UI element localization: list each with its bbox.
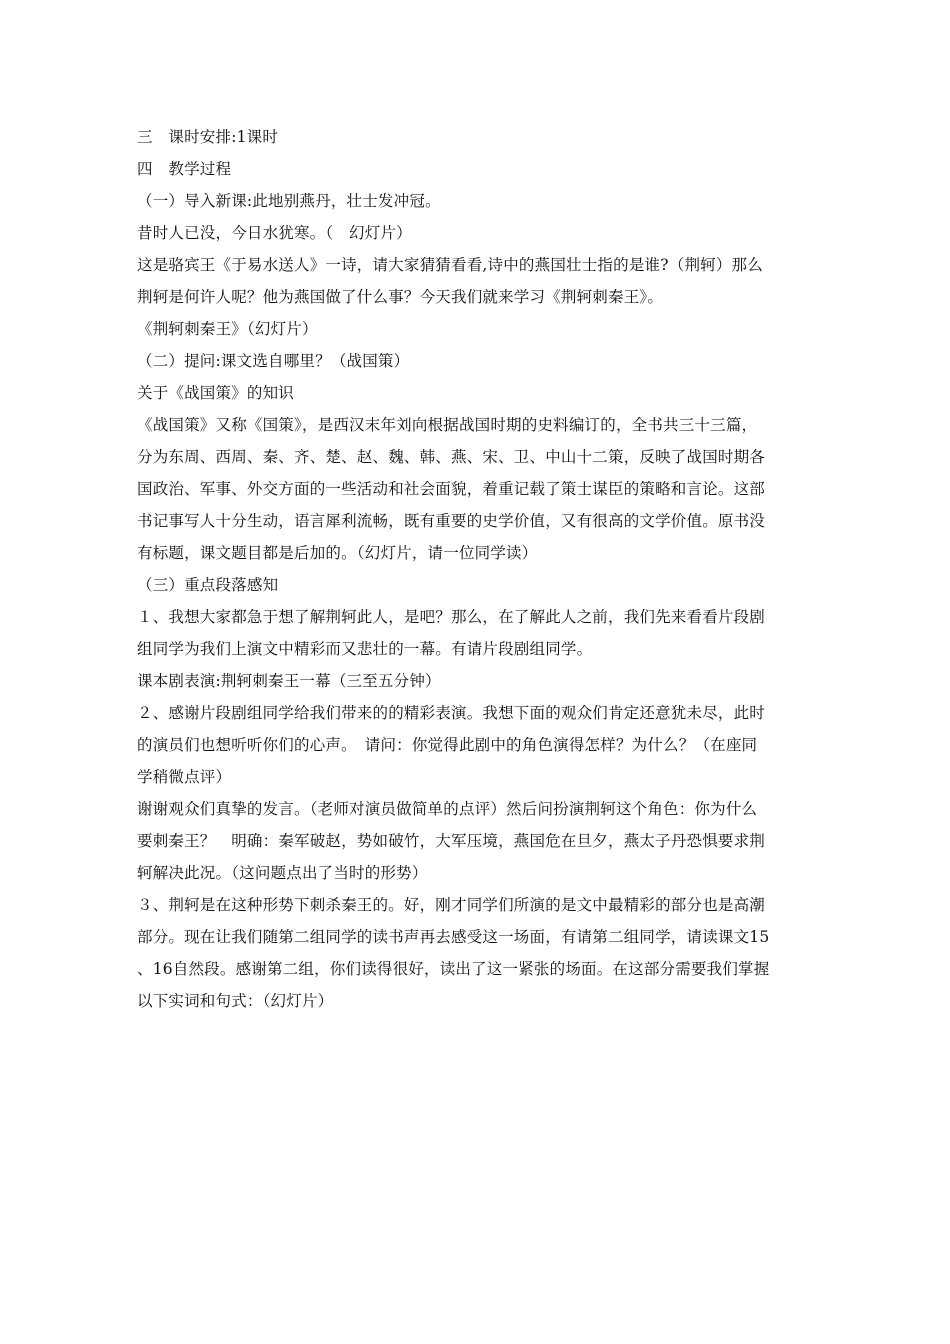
text-line: ３、荆轲是在这种形势下刺杀秦王的。好，刚才同学们所演的是文中最精彩的部分也是高潮: [137, 896, 766, 914]
text-line: 《荆轲刺秦王》（幻灯片）: [137, 320, 318, 338]
text-line: 有标题，课文题目都是后加的。（幻灯片，请一位同学读）: [137, 544, 538, 562]
text-line: 分为东周、西周、秦、齐、楚、赵、魏、韩、燕、宋、卫、中山十二策，反映了战国时期各: [137, 448, 766, 466]
text-line: 荆轲是何许人呢？他为燕国做了什么事？今天我们就来学习《荆轲刺秦王》。: [137, 288, 664, 306]
text-line: 《战国策》又称《国策》，是西汉末年刘向根据战国时期的史料编订的，全书共三十三篇，: [137, 416, 758, 434]
section-heading-process: 四 教学过程: [137, 160, 232, 178]
text-line: 昔时人已没，今日水犹寒。（ 幻灯片）: [137, 224, 412, 242]
section-heading-schedule: 三 课时安排:1课时: [137, 128, 279, 146]
text-line: 谢谢观众们真挚的发言。（老师对演员做简单的点评）然后问扮演荆轲这个角色：你为什么: [137, 800, 758, 818]
subheading-intro: （一）导入新课:此地别燕丹，壮士发冲冠。: [137, 192, 441, 210]
text-line: 部分。现在让我们随第二组同学的读书声再去感受这一场面，有请第二组同学，请读课文15: [137, 928, 770, 946]
subheading-key-paragraphs: （三）重点段落感知: [137, 576, 279, 594]
subheading-question: （二）提问:课文选自哪里？（战国策）: [137, 352, 410, 370]
text-line: 国政治、军事、外交方面的一些活动和社会面貌，着重记载了策士谋臣的策略和言论。这部: [137, 480, 766, 498]
text-line: 学稍微点评）: [137, 768, 232, 786]
text-line: 轲解决此况。（这问题点出了当时的形势）: [137, 864, 428, 882]
text-line: 关于《战国策》的知识: [137, 384, 295, 402]
text-line: 以下实词和句式：（幻灯片）: [137, 992, 334, 1010]
text-line: ２、感谢片段剧组同学给我们带来的的精彩表演。我想下面的观众们肯定还意犹未尽，此时: [137, 704, 766, 722]
text-line: 这是骆宾王《于易水送人》一诗，请大家猜猜看看,诗中的燕国壮士指的是谁?（荆轲）那么: [137, 256, 763, 274]
text-line: 组同学为我们上演文中精彩而又悲壮的一幕。有请片段剧组同学。: [137, 640, 593, 658]
text-line: 的演员们也想听听你们的心声。 请问：你觉得此剧中的角色演得怎样？为什么？（在座同: [137, 736, 758, 754]
text-line: 书记事写人十分生动，语言犀利流畅，既有重要的史学价值，又有很高的文学价值。原书没: [137, 512, 766, 530]
text-line: 课本剧表演:荆轲刺秦王一幕（三至五分钟）: [137, 672, 441, 690]
text-line: 要刺秦王？ 明确：秦军破赵，势如破竹，大军压境，燕国危在旦夕，燕太子丹恐惧要求荆: [137, 832, 766, 850]
text-line: 、16自然段。感谢第二组，你们读得很好，读出了这一紧张的场面。在这部分需要我们掌握: [137, 960, 770, 978]
text-line: １、我想大家都急于想了解荆轲此人，是吧？那么，在了解此人之前，我们先来看看片段剧: [137, 608, 766, 626]
document-body: [137, 121, 813, 1017]
